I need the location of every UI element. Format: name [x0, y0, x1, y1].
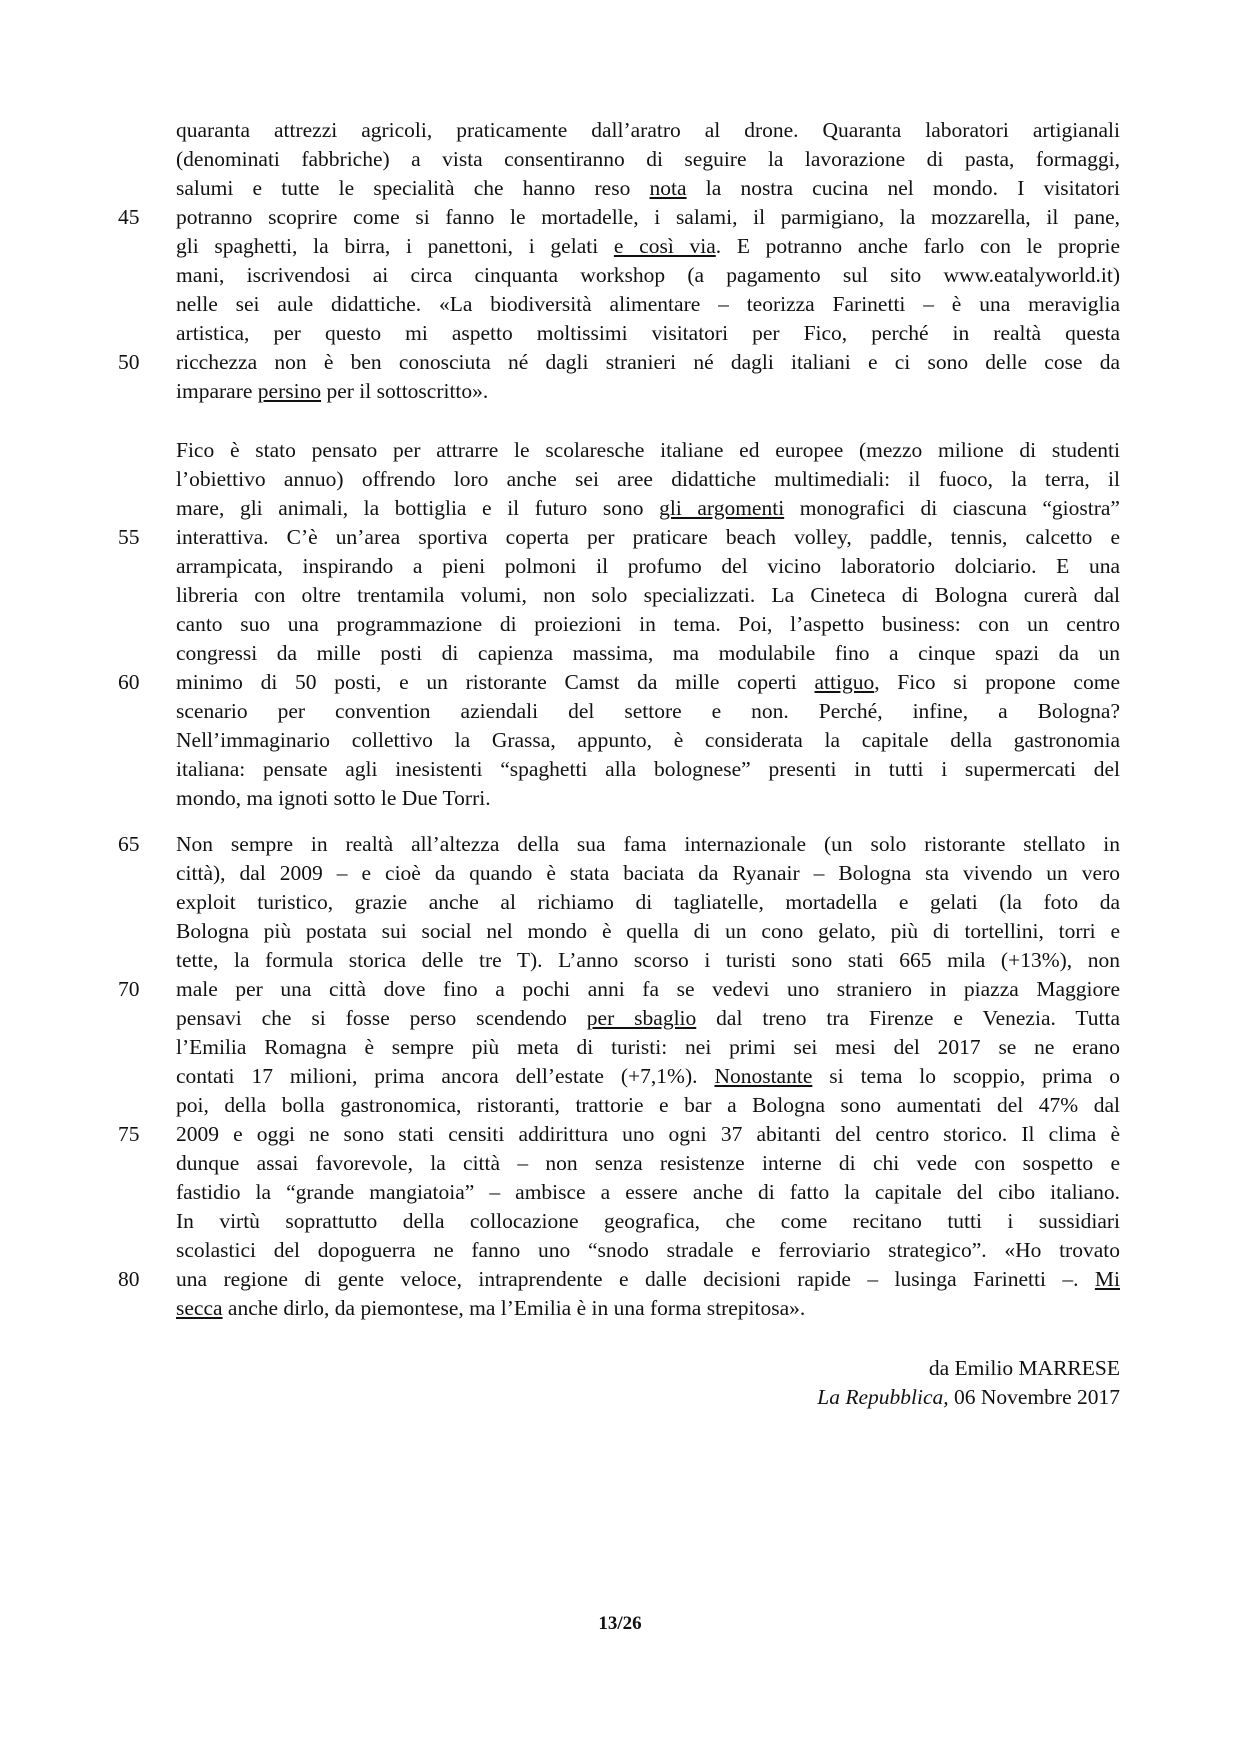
- line-text: [176, 348, 1120, 377]
- text-run: poi, della bolla gastronomica, ristoranti, trattorie e bar a Bologna sono aumentati del 47% dal: [176, 1093, 1120, 1117]
- line-text: [176, 261, 1120, 290]
- text-line: [176, 639, 1120, 668]
- line-text: [176, 145, 1120, 174]
- text-run: scenario per convention aziendali del settore e non. Perché, infine, a Bologna?: [176, 699, 1120, 723]
- text-run: città), dal 2009 – e cioè da quando è stata baciata da Ryanair – Bologna sta vivendo un vero: [176, 861, 1120, 885]
- text-run: una regione di gente veloce, intraprendente e dalle decisioni rapide – lusinga Farinetti –.: [176, 1267, 1095, 1291]
- line-text: [176, 581, 1120, 610]
- text-run: per il sottoscritto».: [321, 379, 489, 403]
- text-run: mare, gli animali, la bottiglia e il futuro sono: [176, 496, 660, 520]
- text-line: [176, 946, 1120, 975]
- text-run: l’Emilia Romagna è sempre più meta di turisti: nei primi sei mesi del 2017 se ne erano: [176, 1035, 1120, 1059]
- text-line: [176, 494, 1120, 523]
- text-line: [176, 755, 1120, 784]
- text-run: gli spaghetti, la birra, i panettoni, i gelati: [176, 234, 614, 258]
- page-number: 13/26: [598, 1613, 642, 1634]
- text-run: monografici di ciascuna “giostra”: [784, 496, 1120, 520]
- text-run: . E potranno anche farlo con le proprie: [715, 234, 1120, 258]
- text-run: ricchezza non è ben conosciuta né dagli stranieri né dagli italiani e ci sono delle cose da: [176, 350, 1120, 374]
- text-line: [176, 174, 1120, 203]
- article-paragraph: [118, 830, 1120, 1323]
- text-line: [176, 261, 1120, 290]
- text-line: [176, 377, 1120, 406]
- source-line: [817, 1383, 1120, 1412]
- text-line: [118, 523, 1120, 552]
- text-run: In virtù soprattutto della collocazione geografica, che come recitano tutti i sussidiari: [176, 1209, 1120, 1233]
- text-line: [176, 1294, 1120, 1323]
- text-run: pensavi che si fosse perso scendendo: [176, 1006, 587, 1030]
- text-run: canto suo una programmazione di proiezioni in tema. Poi, l’aspetto business: con un centro: [176, 612, 1120, 636]
- line-text: [176, 784, 1120, 813]
- text-line: [176, 1062, 1120, 1091]
- line-text: [176, 465, 1120, 494]
- text-line: [118, 668, 1120, 697]
- underlined-term: Mi: [1094, 1267, 1120, 1291]
- line-text: [176, 1120, 1120, 1149]
- text-run: , Fico si propone come: [874, 670, 1120, 694]
- source-name: La Repubblica,: [817, 1385, 949, 1409]
- source-date: 06 Novembre 2017: [948, 1385, 1120, 1409]
- text-run: Nell’immaginario collettivo la Grassa, appunto, è considerata la capitale della gastronomia: [176, 728, 1120, 752]
- line-text: [176, 1207, 1120, 1236]
- article-credits: [817, 1354, 1120, 1412]
- line-text: [176, 639, 1120, 668]
- text-line: [118, 1120, 1120, 1149]
- line-text: [176, 116, 1120, 145]
- text-line: [176, 859, 1120, 888]
- text-run: (denominati fabbriche) a vista consentiranno di seguire la lavorazione di pasta, formaggi,: [176, 147, 1120, 171]
- line-text: [176, 888, 1120, 917]
- text-run: dal treno tra Firenze e Venezia. Tutta: [696, 1006, 1120, 1030]
- line-text: [176, 946, 1120, 975]
- text-line: [176, 465, 1120, 494]
- line-number: 65: [118, 832, 140, 856]
- text-run: congressi da mille posti di capienza massima, ma modulabile fino a cinque spazi da un: [176, 641, 1120, 665]
- text-run: nelle sei aule didattiche. «La biodiversità alimentare – teorizza Farinetti – è una meraviglia: [176, 292, 1120, 316]
- text-line: [176, 436, 1120, 465]
- text-run: si tema lo scoppio, prima o: [812, 1064, 1120, 1088]
- line-text: [176, 1062, 1120, 1091]
- text-run: Non sempre in realtà all’altezza della sua fama internazionale (un solo ristorante stellato in: [176, 832, 1120, 856]
- text-run: la nostra cucina nel mondo. I visitatori: [686, 176, 1121, 200]
- line-text: [176, 917, 1120, 946]
- underlined-term: gli argomenti: [659, 496, 785, 520]
- article-paragraph: [118, 436, 1120, 813]
- line-text: [176, 697, 1120, 726]
- line-text: [176, 1091, 1120, 1120]
- line-text: [176, 523, 1120, 552]
- text-run: quaranta attrezzi agricoli, praticamente dall’aratro al drone. Quaranta laboratori artigianali: [176, 118, 1120, 142]
- text-line: [176, 116, 1120, 145]
- line-text: [176, 726, 1120, 755]
- underlined-term: secca: [176, 1296, 223, 1320]
- line-text: [176, 830, 1120, 859]
- text-run: arrampicata, inspirando a pieni polmoni il profumo del vicino laboratorio dolciario. E una: [176, 554, 1120, 578]
- line-number: 75: [118, 1122, 140, 1146]
- text-line: [176, 784, 1120, 813]
- text-line: [118, 203, 1120, 232]
- text-line: [118, 975, 1120, 1004]
- line-text: [176, 755, 1120, 784]
- text-line: [176, 1236, 1120, 1265]
- line-number: 55: [118, 525, 140, 549]
- text-line: [118, 830, 1120, 859]
- line-number: 70: [118, 977, 140, 1001]
- line-text: [176, 290, 1120, 319]
- line-text: [176, 203, 1120, 232]
- text-run: imparare: [176, 379, 258, 403]
- text-line: [176, 697, 1120, 726]
- line-number: 50: [118, 350, 140, 374]
- line-text: [176, 975, 1120, 1004]
- text-run: 2009 e oggi ne sono stati censiti addirittura uno ogni 37 abitanti del centro storico. Il clima è: [176, 1122, 1120, 1146]
- text-line: [118, 348, 1120, 377]
- line-text: [176, 668, 1120, 697]
- text-run: potranno scoprire come si fanno le mortadelle, i salami, il parmigiano, la mozzarella, il pane,: [176, 205, 1120, 229]
- text-run: Bologna più postata sui social nel mondo è quella di un cono gelato, più di tortellini, torri e: [176, 919, 1120, 943]
- text-run: salumi e tutte le specialità che hanno reso: [176, 176, 650, 200]
- underlined-term: nota: [649, 176, 687, 200]
- line-number: 45: [118, 205, 140, 229]
- text-run: italiana: pensate agli inesistenti “spaghetti alla bolognese” presenti in tutti i supermercati del: [176, 757, 1120, 781]
- line-text: [176, 1149, 1120, 1178]
- text-line: [176, 290, 1120, 319]
- text-run: male per una città dove fino a pochi anni fa se vedevi uno straniero in piazza Maggiore: [176, 977, 1120, 1001]
- line-text: [176, 232, 1120, 261]
- text-line: [176, 726, 1120, 755]
- line-text: [176, 552, 1120, 581]
- underlined-term: per sbaglio: [586, 1006, 697, 1030]
- text-line: [176, 888, 1120, 917]
- text-run: interattiva. C’è un’area sportiva coperta per praticare beach volley, paddle, tennis, calcetto e: [176, 525, 1120, 549]
- underlined-term: e così via: [613, 234, 716, 258]
- text-run: mani, iscrivendosi ai circa cinquanta workshop (a pagamento sul sito www.eatalyworld.it): [176, 263, 1120, 287]
- author-line: da Emilio MARRESE: [928, 1356, 1120, 1380]
- text-run: minimo di 50 posti, e un ristorante Camst da mille coperti: [176, 670, 815, 694]
- line-text: [176, 1265, 1120, 1294]
- text-line: [176, 610, 1120, 639]
- line-text: [176, 1178, 1120, 1207]
- text-line: [176, 1207, 1120, 1236]
- text-line: [176, 917, 1120, 946]
- text-run: Fico è stato pensato per attrarre le scolaresche italiane ed europee (mezzo milione di studenti: [176, 438, 1120, 462]
- line-number: 80: [118, 1267, 140, 1291]
- text-run: libreria con oltre trentamila volumi, non solo specializzati. La Cineteca di Bologna curerà dal: [176, 583, 1120, 607]
- line-text: [176, 319, 1120, 348]
- text-line: [118, 1265, 1120, 1294]
- text-run: anche dirlo, da piemontese, ma l’Emilia è in una forma strepitosa».: [222, 1296, 806, 1320]
- text-line: [176, 145, 1120, 174]
- text-line: [176, 319, 1120, 348]
- text-line: [176, 232, 1120, 261]
- text-line: [176, 581, 1120, 610]
- text-run: fastidio la “grande mangiatoia” – ambisce a essere anche di fatto la capitale del cibo italiano.: [176, 1180, 1120, 1204]
- text-line: [176, 1178, 1120, 1207]
- underlined-term: attiguo: [814, 670, 875, 694]
- text-line: [176, 1091, 1120, 1120]
- text-run: l’obiettivo annuo) offrendo loro anche sei aree didattiche multimediali: il fuoco, la terra, il: [176, 467, 1120, 491]
- line-text: [176, 1236, 1120, 1265]
- line-text: [176, 1004, 1120, 1033]
- text-line: [176, 1149, 1120, 1178]
- text-run: scolastici del dopoguerra ne fanno uno “snodo stradale e ferroviario strategico”. «Ho trovato: [176, 1238, 1120, 1262]
- line-text: [176, 174, 1120, 203]
- underlined-term: Nonostante: [714, 1064, 813, 1088]
- text-line: [176, 1033, 1120, 1062]
- text-run: mondo, ma ignoti sotto le Due Torri.: [176, 786, 491, 810]
- line-text: [176, 1033, 1120, 1062]
- underlined-term: persino: [257, 379, 322, 403]
- article-paragraph: [118, 116, 1121, 406]
- text-line: [176, 1004, 1120, 1033]
- line-text: [176, 377, 1120, 406]
- line-number: 60: [118, 670, 140, 694]
- line-text: [176, 436, 1120, 465]
- text-run: contati 17 milioni, prima ancora dell’estate (+7,1%).: [176, 1064, 715, 1088]
- text-run: tette, la formula storica delle tre T). L’anno scorso i turisti sono stati 665 mila (+13%), non: [176, 948, 1120, 972]
- line-text: [176, 1294, 1120, 1323]
- text-run: artistica, per questo mi aspetto moltissimi visitatori per Fico, perché in realtà questa: [176, 321, 1120, 345]
- line-text: [176, 494, 1120, 523]
- text-run: exploit turistico, grazie anche al richiamo di tagliatelle, mortadella e gelati (la foto da: [176, 890, 1120, 914]
- line-text: [176, 610, 1120, 639]
- text-run: dunque assai favorevole, la città – non senza resistenze interne di chi vede con sospetto e: [176, 1151, 1120, 1175]
- line-text: [176, 859, 1120, 888]
- text-line: [176, 552, 1120, 581]
